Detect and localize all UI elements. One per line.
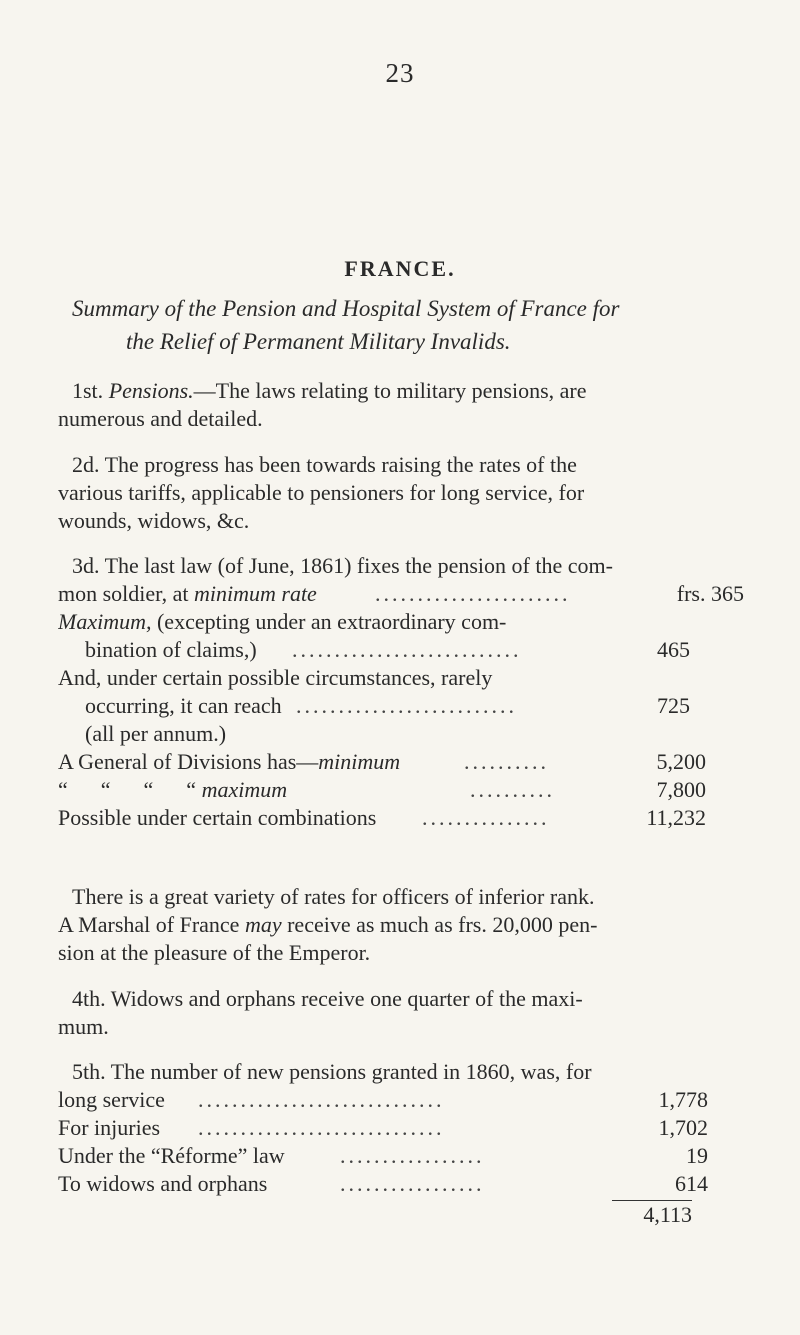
pensions-term: Pensions. xyxy=(108,378,194,403)
rate-value: 11,232 xyxy=(646,805,706,830)
paragraph-text: sion at the pleasure of the Emperor. xyxy=(58,940,371,965)
paragraph-text: 2d. The progress has been towards raising the rates of the xyxy=(72,452,577,477)
paragraph-text: mum. xyxy=(58,1014,109,1039)
subtitle-line-2: the Relief of Permanent Military Invalids. xyxy=(126,329,511,354)
page-number: 23 xyxy=(385,58,415,88)
list-item: Under the “Réforme” law ................. 19 xyxy=(58,1143,708,1168)
paragraph-text: 4th. Widows and orphans receive one quarter of the maxi- xyxy=(72,986,583,1011)
rates-intro-line: 3d. The last law (of June, 1861) fixes the pension of the com- xyxy=(72,553,613,578)
rate-row-minimum: mon soldier, at minimum rate ....................... frs. 365 xyxy=(58,581,744,606)
subtitle xyxy=(72,292,722,358)
new-pensions-intro: 5th. The number of new pensions granted in 1860, was, for xyxy=(72,1059,592,1084)
paragraph-pensions xyxy=(58,377,748,433)
list-item: To widows and orphans ................. 614 xyxy=(58,1171,708,1196)
paragraph-widows xyxy=(58,985,748,1041)
total-value: 4,113 xyxy=(643,1202,692,1227)
rate-row-general-maximum: “ “ “ “ maximum .......... 7,800 xyxy=(58,777,706,802)
paragraph-text: various tariffs, applicable to pensioners for long service, for xyxy=(58,480,585,505)
rate-value: 5,200 xyxy=(656,749,706,774)
rate-row-general-minimum: A General of Divisions has—minimum .......... 5,200 xyxy=(58,749,706,774)
paragraph-progress xyxy=(58,451,748,535)
rate-value: 465 xyxy=(657,637,690,662)
rate-row-possible: Possible under certain combinations ............... 11,232 xyxy=(58,805,706,830)
list-item: long service ............................. 1,778 xyxy=(58,1087,708,1112)
paragraph-text: wounds, widows, &c. xyxy=(58,508,250,533)
rate-row-circumstances: And, under certain possible circumstances, rarely xyxy=(58,665,493,690)
rate-row-maximum-cont: bination of claims,) ........................... 465 xyxy=(85,637,690,662)
new-pensions-list xyxy=(58,1058,744,1198)
paragraph-text: numerous and detailed. xyxy=(58,406,263,431)
rates-list xyxy=(58,552,744,832)
rate-row-reach: occurring, it can reach .......................... 725 xyxy=(85,693,690,718)
list-item: For injuries ............................. 1,702 xyxy=(58,1115,708,1140)
subtitle-line-1: Summary of the Pension and Hospital System of France for xyxy=(72,296,620,321)
paragraph-text: —The laws relating to military pensions, are xyxy=(193,378,587,403)
section-heading: FRANCE. xyxy=(344,256,456,281)
rate-row-per-annum: (all per annum.) xyxy=(85,721,227,746)
rate-value: 7,800 xyxy=(656,777,706,802)
rate-row-maximum: Maximum, (excepting under an extraordinary com- xyxy=(58,609,507,634)
paragraph-text: There is a great variety of rates for officers of inferior rank. xyxy=(72,884,595,909)
rate-value: 725 xyxy=(657,693,690,718)
paragraph-officers: There is a great variety of rates for officers of inferior rank. A Marshal of France may receive as much as frs. 20,000 pen- sion at the pleasure of the Emperor. xyxy=(58,883,748,967)
paragraph-lead: 1st. xyxy=(72,378,104,403)
rate-value: frs. 365 xyxy=(676,581,744,606)
